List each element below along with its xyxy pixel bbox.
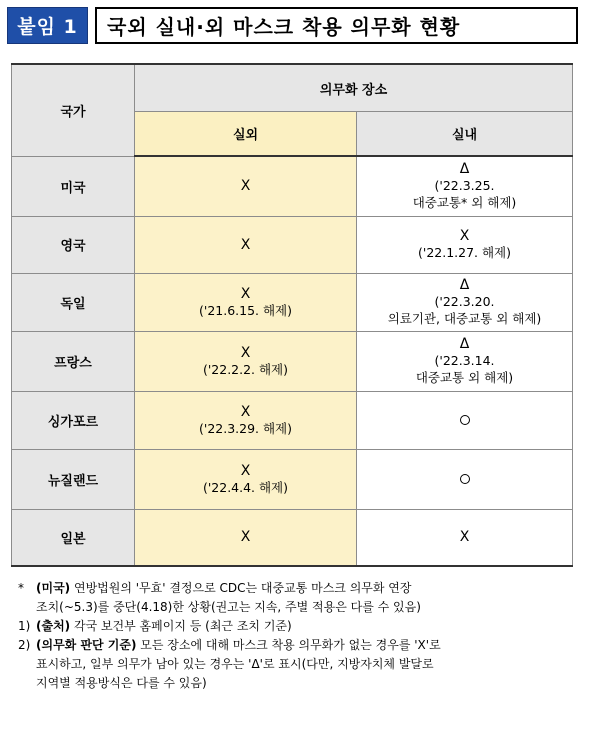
table-row [12,331,573,391]
outdoor-note: ('22.4.4. 해제) [202,479,289,495]
country-cell: 영국 [12,216,135,273]
footnotes [18,579,578,693]
indoor-cell [357,391,573,449]
indoor-mark: Δ [459,161,470,178]
outdoor-mark: X [240,285,251,302]
outdoor-note: ('22.3.29. 해제) [199,420,292,436]
outdoor-mark: X [240,403,251,420]
outdoor-cell [135,216,357,273]
indoor-cell [357,449,573,509]
indoor-cell [357,216,573,273]
indoor-cell [357,509,573,566]
footnote-criteria-line3: 지역별 적용방식은 다를 수 있음) [36,676,207,690]
header-mandate-place: 의무화 장소 [135,64,573,112]
outdoor-cell [135,331,357,391]
footnote-criteria-line1: 모든 장소에 대해 마스크 착용 의무화가 없는 경우를 'X'로 [136,638,441,652]
footnote-source-text: 각국 보건부 홈페이지 등 (최근 조치 기준) [70,619,292,633]
table-row [12,509,573,566]
footnote-usa-line1: 연방법원의 '무효' 결정으로 CDC는 대중교통 마스크 의무화 연장 [70,581,412,595]
header-outdoor: 실외 [135,112,357,157]
outdoor-mark: X [240,236,251,253]
indoor-note: ('22.1.27. 해제) [418,245,511,260]
header-country: 국가 [12,64,135,156]
outdoor-cell [135,391,357,449]
attachment-badge: 붙임 1 [7,7,88,44]
footnote-usa-label: (미국) [36,581,71,595]
country-cell: 프랑스 [12,331,135,391]
indoor-cell [357,156,573,216]
footnote-source [18,617,578,636]
country-cell: 일본 [12,509,135,566]
footnote-usa [18,579,578,617]
footnote-number-2: 2) [18,638,31,652]
outdoor-mark: X [240,178,251,195]
table-row [12,273,573,331]
footnote-source-label: (출처) [36,619,71,633]
outdoor-cell [135,156,357,216]
outdoor-note: ('21.6.15. 해제) [199,302,292,318]
footnote-criteria [18,636,578,693]
country-cell: 싱가포르 [12,391,135,449]
country-cell: 독일 [12,273,135,331]
table-row [12,156,573,216]
outdoor-mark: X [240,529,251,546]
outdoor-cell [135,273,357,331]
table-row [12,216,573,273]
indoor-mark: Δ [459,336,470,352]
mask-mandate-table [11,63,573,567]
indoor-mark: X [459,529,470,546]
indoor-cell [357,273,573,331]
indoor-note: 대중교통 외 해제) [415,370,514,385]
footnote-criteria-label: (의무화 판단 기준) [36,638,137,652]
circle-mark-icon [460,474,470,484]
table-row [12,391,573,449]
indoor-note: 의료기관, 대중교통 외 해제) [387,311,542,326]
indoor-note: 대중교통* 외 해제) [412,195,517,211]
indoor-mark: Δ [459,277,470,293]
asterisk: * [18,581,24,595]
indoor-note: ('22.3.25. [434,178,495,194]
indoor-note: ('22.3.20. [434,294,495,309]
indoor-note: ('22.3.14. [434,353,495,368]
indoor-mark: X [459,228,470,244]
page-header [7,7,578,44]
header-indoor: 실내 [357,112,573,157]
outdoor-mark: X [240,462,251,479]
country-cell: 미국 [12,156,135,216]
country-cell: 뉴질랜드 [12,449,135,509]
circle-mark-icon [460,415,470,425]
footnote-criteria-line2: 표시하고, 일부 의무가 남아 있는 경우는 'Δ'로 표시(다만, 지방자치체 발달로 [36,657,434,671]
table-row [12,449,573,509]
footnote-usa-line2: 조치(~5.3)를 중단(4.18)한 상황(권고는 지속, 주별 적용은 다를 수 있음) [36,600,421,614]
page-title: 국외 실내·외 마스크 착용 의무화 현황 [95,7,578,44]
indoor-cell [357,331,573,391]
outdoor-mark: X [240,344,251,361]
outdoor-note: ('22.2.2. 해제) [202,361,289,377]
footnote-number-1: 1) [18,619,31,633]
outdoor-cell [135,509,357,566]
outdoor-cell [135,449,357,509]
